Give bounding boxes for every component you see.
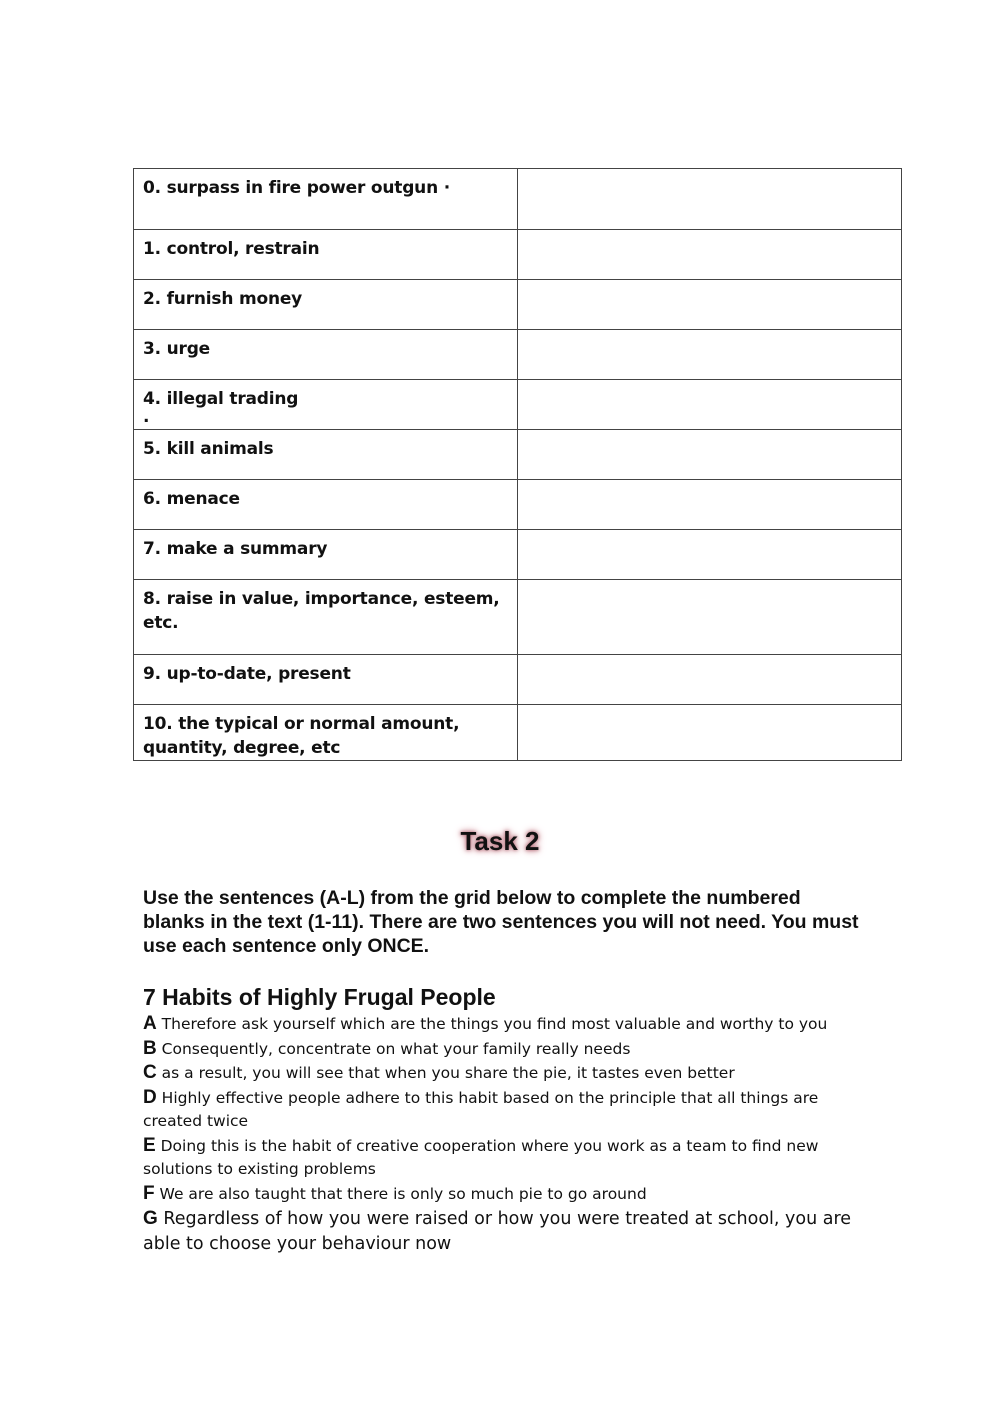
answer-cell[interactable] [518,330,902,380]
definition-cell [134,480,518,530]
answer-cell[interactable] [518,430,902,480]
table-row [134,430,902,480]
sentence-letter: G [143,1208,158,1229]
table-row [134,480,902,530]
table-row [134,580,902,655]
definition-text: 8. raise in value, importance, esteem, etc. [143,589,500,633]
answer-cell[interactable] [518,480,902,530]
answer-cell[interactable] [518,169,902,230]
definition-cell [134,655,518,705]
answer-cell[interactable] [518,705,902,761]
sentence-item [143,1206,863,1257]
definition-text: 10. the typical or normal amount, quantity, degree, etc [143,714,460,758]
sentence-letter: D [143,1086,157,1108]
sentence-item [143,1012,863,1037]
definition-cell [134,169,518,230]
table-row [134,705,902,761]
definition-text: 1. control, restrain [143,239,320,259]
answer-cell[interactable] [518,280,902,330]
table-row [134,655,902,705]
definition-text: 4. illegal trading [143,389,299,409]
sentence-text: Doing this is the habit of creative cooperation where you work as a team to find new solutions to existing problems [143,1136,819,1178]
definition-cell [134,580,518,655]
table-row [134,230,902,280]
definition-text: 2. furnish money [143,289,303,309]
definition-text: 3. urge [143,339,210,359]
sentence-text: as a result, you will see that when you share the pie, it tastes even better [161,1064,735,1082]
task-title: Task 2 [460,826,540,856]
sentence-text: Therefore ask yourself which are the things you find most valuable and worthy to you [161,1015,828,1033]
trailing-dot: . [143,407,150,427]
definition-marker: · [443,178,450,198]
definition-cell [134,530,518,580]
sentence-item [143,1182,863,1207]
sentence-list [143,1012,863,1257]
table-row [134,380,902,430]
sentence-letter: B [143,1037,157,1059]
answer-cell[interactable] [518,655,902,705]
definition-cell [134,230,518,280]
sentence-text: Consequently, concentrate on what your family really needs [161,1039,631,1058]
sentence-letter: C [143,1062,157,1083]
sentence-item [143,1037,863,1062]
sentence-item [143,1061,863,1086]
sentence-letter: E [143,1134,156,1156]
definition-text: 0. surpass in fire power outgun [143,178,438,198]
table-row [134,330,902,380]
answer-cell[interactable] [518,230,902,280]
definition-text: 7. make a summary [143,539,328,559]
definition-cell [134,330,518,380]
vocabulary-table [133,168,902,761]
definition-text: 6. menace [143,489,240,509]
sentence-text: We are also taught that there is only so much pie to go around [159,1184,647,1203]
definition-text: 5. kill animals [143,439,274,459]
table-row [134,280,902,330]
sentence-item [143,1086,863,1134]
table-row [134,530,902,580]
definition-text: 9. up-to-date, present [143,664,351,684]
sentence-letter: F [143,1182,155,1204]
instructions: Use the sentences (A-L) from the grid below to complete the numbered blanks in the text (1-11). There are two sentences you will not need. You must use each sentence only ONCE. [143,887,859,957]
answer-cell[interactable] [518,380,902,430]
article-title: 7 Habits of Highly Frugal People [143,984,496,1010]
sentence-text: Regardless of how you were raised or how you were treated at school, you are able to choose your behaviour now [143,1209,852,1254]
answer-cell[interactable] [518,530,902,580]
definition-cell [134,380,518,430]
sentence-letter: A [143,1013,157,1034]
definition-cell [134,430,518,480]
sentence-text: Highly effective people adhere to this habit based on the principle that all things are created twice [143,1088,819,1130]
definition-cell [134,280,518,330]
sentence-item [143,1134,863,1182]
answer-cell[interactable] [518,580,902,655]
definition-cell [134,705,518,761]
table-row [134,169,902,230]
